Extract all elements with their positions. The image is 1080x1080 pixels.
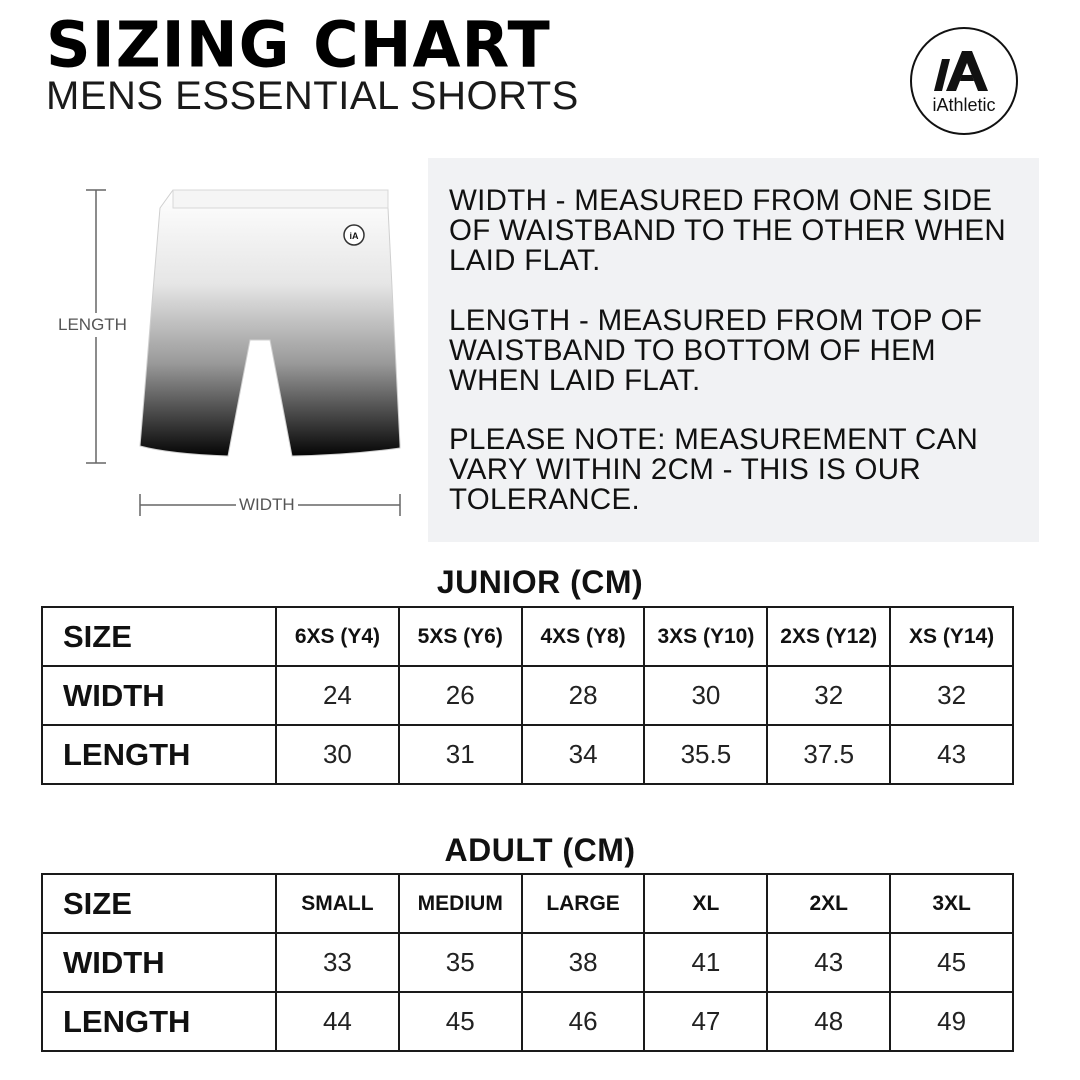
logo-text: iAthletic (932, 95, 996, 115)
row-header: LENGTH (42, 725, 276, 784)
width-cell: 30 (644, 666, 767, 725)
row-header: SIZE (42, 874, 276, 933)
size-header-cell: MEDIUM (399, 874, 522, 933)
width-cell: 32 (890, 666, 1013, 725)
size-header-cell: 6XS (Y4) (276, 607, 399, 666)
width-cell: 33 (276, 933, 399, 992)
width-cell: 45 (890, 933, 1013, 992)
size-header-cell: 5XS (Y6) (399, 607, 522, 666)
length-note: LENGTH - MEASURED FROM TOP OF WAISTBAND TO BOTTOM OF HEM WHEN LAID FLAT. (449, 304, 983, 397)
ia-logo-icon (912, 29, 1016, 133)
adult-size-table (41, 873, 1014, 1052)
row-header: WIDTH (42, 666, 276, 725)
length-cell: 37.5 (767, 725, 890, 784)
width-cell: 43 (767, 933, 890, 992)
width-dimension-label: WIDTH (236, 495, 298, 515)
table-row (42, 725, 1013, 784)
length-cell: 45 (399, 992, 522, 1051)
page-title: SIZING CHART (46, 7, 551, 82)
length-cell: 46 (522, 992, 645, 1051)
row-header: WIDTH (42, 933, 276, 992)
width-note: WIDTH - MEASURED FROM ONE SIDE OF WAISTBAND TO THE OTHER WHEN LAID FLAT. (449, 184, 1006, 277)
table-row (42, 666, 1013, 725)
size-header-cell: 2XS (Y12) (767, 607, 890, 666)
junior-size-table (41, 606, 1014, 785)
shorts-badge: iA (349, 231, 359, 241)
shorts-measurement-diagram (50, 180, 410, 520)
length-cell: 44 (276, 992, 399, 1051)
junior-table-title: JUNIOR (CM) (436, 564, 644, 600)
width-cell: 24 (276, 666, 399, 725)
tolerance-note: PLEASE NOTE: MEASUREMENT CAN VARY WITHIN 2CM - THIS IS OUR TOLERANCE. (449, 423, 979, 516)
table-row (42, 874, 1013, 933)
brand-logo (910, 27, 1018, 135)
table-row (42, 607, 1013, 666)
length-cell: 47 (644, 992, 767, 1051)
table-row (42, 933, 1013, 992)
size-header-cell: XS (Y14) (890, 607, 1013, 666)
size-header-cell: LARGE (522, 874, 645, 933)
length-cell: 49 (890, 992, 1013, 1051)
width-cell: 35 (399, 933, 522, 992)
length-cell: 30 (276, 725, 399, 784)
page-subtitle: MENS ESSENTIAL SHORTS (46, 74, 579, 118)
size-header-cell: 2XL (767, 874, 890, 933)
size-header-cell: XL (644, 874, 767, 933)
size-header-cell: SMALL (276, 874, 399, 933)
width-cell: 26 (399, 666, 522, 725)
width-cell: 32 (767, 666, 890, 725)
length-dimension-label: LENGTH (58, 313, 127, 337)
length-cell: 31 (399, 725, 522, 784)
shorts-illustration (50, 180, 410, 520)
width-cell: 38 (522, 933, 645, 992)
size-header-cell: 3XL (890, 874, 1013, 933)
length-cell: 35.5 (644, 725, 767, 784)
table-row (42, 992, 1013, 1051)
size-header-cell: 4XS (Y8) (522, 607, 645, 666)
size-header-cell: 3XS (Y10) (644, 607, 767, 666)
row-header: LENGTH (42, 992, 276, 1051)
adult-table-title: ADULT (CM) (444, 832, 636, 868)
length-cell: 48 (767, 992, 890, 1051)
row-header: SIZE (42, 607, 276, 666)
length-cell: 43 (890, 725, 1013, 784)
width-cell: 41 (644, 933, 767, 992)
width-cell: 28 (522, 666, 645, 725)
measurement-info-panel (428, 158, 1039, 542)
length-cell: 34 (522, 725, 645, 784)
